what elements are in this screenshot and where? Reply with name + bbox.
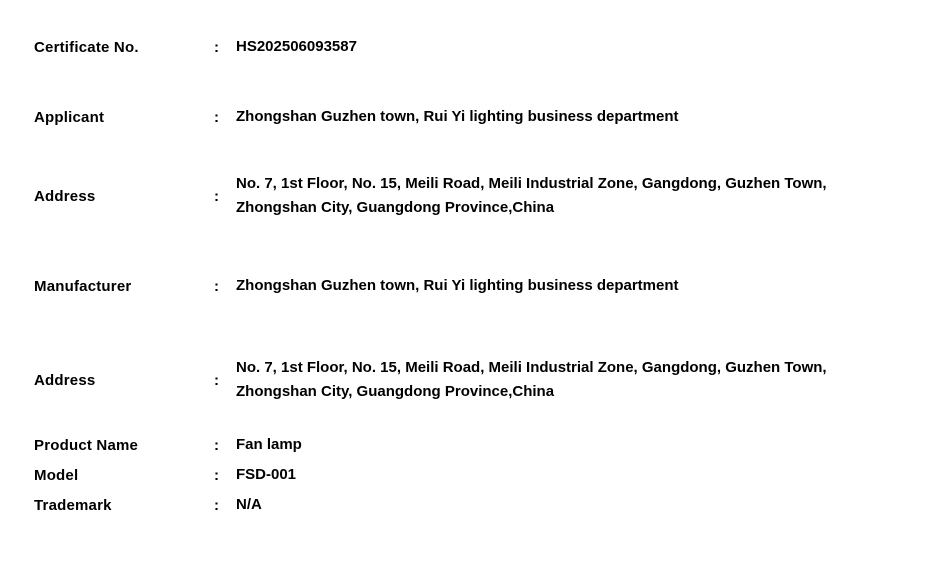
field-colon: : <box>214 187 219 205</box>
field-label-applicant-address: Address <box>34 187 96 205</box>
field-value-product-name: Fan lamp <box>236 436 302 453</box>
field-label-applicant: Applicant <box>34 108 105 126</box>
field-label-model: Model <box>34 466 79 484</box>
table-row <box>0 0 932 84</box>
table-row <box>0 490 932 520</box>
field-colon: : <box>214 496 219 514</box>
field-colon: : <box>214 436 219 454</box>
field-value-model: FSD-001 <box>236 466 297 483</box>
field-value-trademark: N/A <box>236 496 262 513</box>
field-value-applicant-address: No. 7, 1st Floor, No. 15, Meili Road, Meili Industrial Zone, Gangdong, Guzhen Town, Zhongshan City, Guangdong Province,China <box>236 174 827 216</box>
field-label-manufacturer: Manufacturer <box>34 277 132 295</box>
table-row <box>0 430 932 460</box>
field-label-certificate-no: Certificate No. <box>34 38 139 56</box>
field-value-manufacturer: Zhongshan Guzhen town, Rui Yi lighting business department <box>236 277 679 294</box>
field-colon: : <box>214 38 219 56</box>
table-row <box>0 150 932 242</box>
field-colon: : <box>214 466 219 484</box>
field-colon: : <box>214 108 219 126</box>
field-colon: : <box>214 371 219 389</box>
field-value-applicant: Zhongshan Guzhen town, Rui Yi lighting business department <box>236 108 679 125</box>
table-row <box>0 84 932 150</box>
table-row <box>0 460 932 490</box>
field-value-manufacturer-address: No. 7, 1st Floor, No. 15, Meili Road, Meili Industrial Zone, Gangdong, Guzhen Town, Zhongshan City, Guangdong Province,China <box>236 358 827 400</box>
field-label-manufacturer-address: Address <box>34 371 96 389</box>
field-colon: : <box>214 277 219 295</box>
field-label-product-name: Product Name <box>34 436 139 454</box>
table-row <box>0 242 932 330</box>
table-row <box>0 330 932 430</box>
field-label-trademark: Trademark <box>34 496 112 514</box>
field-value-certificate-no: HS202506093587 <box>236 38 357 55</box>
